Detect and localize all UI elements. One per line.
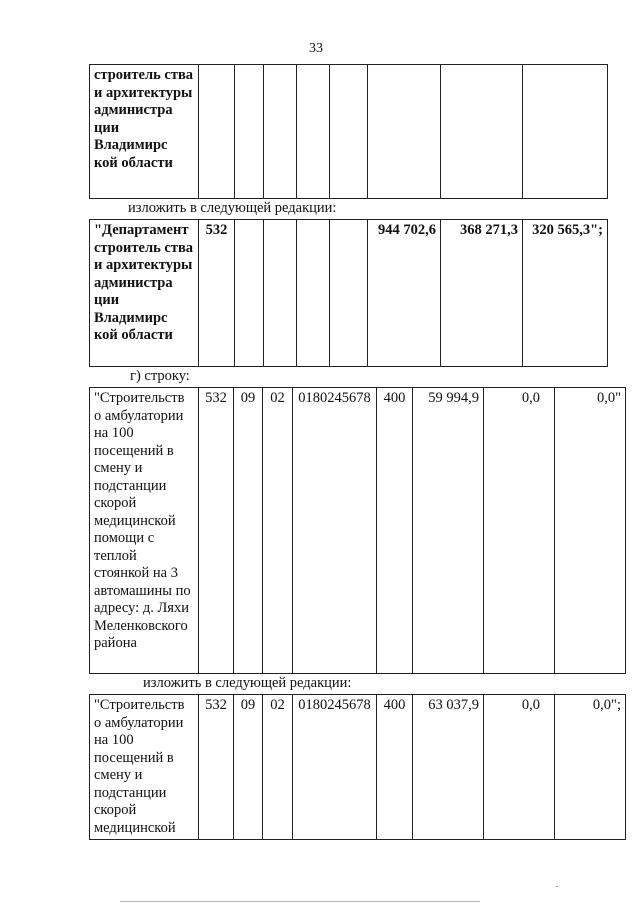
target-article-cell: 0180245678 — [293, 388, 377, 674]
object-name-cell: "Строительств о амбулатории на 100 посещений в смену и подстанции скорой медицинской — [90, 695, 199, 840]
code-cell: 532 — [199, 220, 235, 367]
instruction-text: изложить в следующей редакции: — [128, 200, 337, 216]
amount-cell-1: 944 702,6 — [368, 220, 441, 367]
department-name-cell: строитель ства и архитектуры администра ции Владимирс кой области — [90, 65, 199, 199]
object-name-cell: "Строительств о амбулатории на 100 посещений в смену и подстанции скорой медицинской помощи с теплой стоянкой на 3 автомашины по адресу: д. Ляхи Меленковского района — [90, 388, 199, 674]
budget-table-continuation — [89, 64, 608, 199]
amount-cell-3: 320 565,3"; — [523, 220, 608, 367]
table-cell — [235, 65, 264, 199]
expense-type-cell: 400 — [377, 695, 413, 840]
expense-type-cell: 400 — [377, 388, 413, 674]
table-cell — [297, 220, 330, 367]
code-cell: 532 — [199, 695, 234, 840]
amount-cell-3: 0,0"; — [555, 695, 626, 840]
scan-artifact-dot — [556, 886, 558, 887]
amount-cell-3: 0,0" — [555, 388, 626, 674]
table-row — [90, 65, 608, 199]
page-number: 33 — [309, 41, 323, 56]
amount-cell-1: 63 037,9 — [413, 695, 484, 840]
table-cell — [523, 65, 608, 199]
table-cell — [330, 220, 368, 367]
instruction-text: изложить в следующей редакции: — [143, 675, 352, 691]
department-name-cell: "Департамент строитель ства и архитектуры администра ции Владимирс кой области — [90, 220, 199, 367]
budget-table-new-row — [89, 694, 626, 840]
table-cell — [264, 220, 297, 367]
table-cell — [297, 65, 330, 199]
table-cell — [441, 65, 523, 199]
amount-cell-2: 368 271,3 — [441, 220, 523, 367]
table-row — [90, 695, 626, 840]
scan-artifact-line — [120, 901, 480, 902]
section-cell: 09 — [234, 388, 263, 674]
subsection-cell: 02 — [263, 695, 293, 840]
code-cell: 532 — [199, 388, 234, 674]
subsection-cell: 02 — [263, 388, 293, 674]
table-cell — [235, 220, 264, 367]
table-cell — [264, 65, 297, 199]
amount-cell-2: 0,0 — [484, 388, 555, 674]
table-cell — [368, 65, 441, 199]
amount-cell-1: 59 994,9 — [413, 388, 484, 674]
table-row — [90, 220, 608, 367]
table-cell — [199, 65, 235, 199]
table-cell — [330, 65, 368, 199]
budget-table-old-row — [89, 387, 626, 674]
amount-cell-2: 0,0 — [484, 695, 555, 840]
table-row — [90, 388, 626, 674]
instruction-text: г) строку: — [130, 368, 190, 384]
target-article-cell: 0180245678 — [293, 695, 377, 840]
budget-table-department — [89, 219, 608, 367]
section-cell: 09 — [234, 695, 263, 840]
